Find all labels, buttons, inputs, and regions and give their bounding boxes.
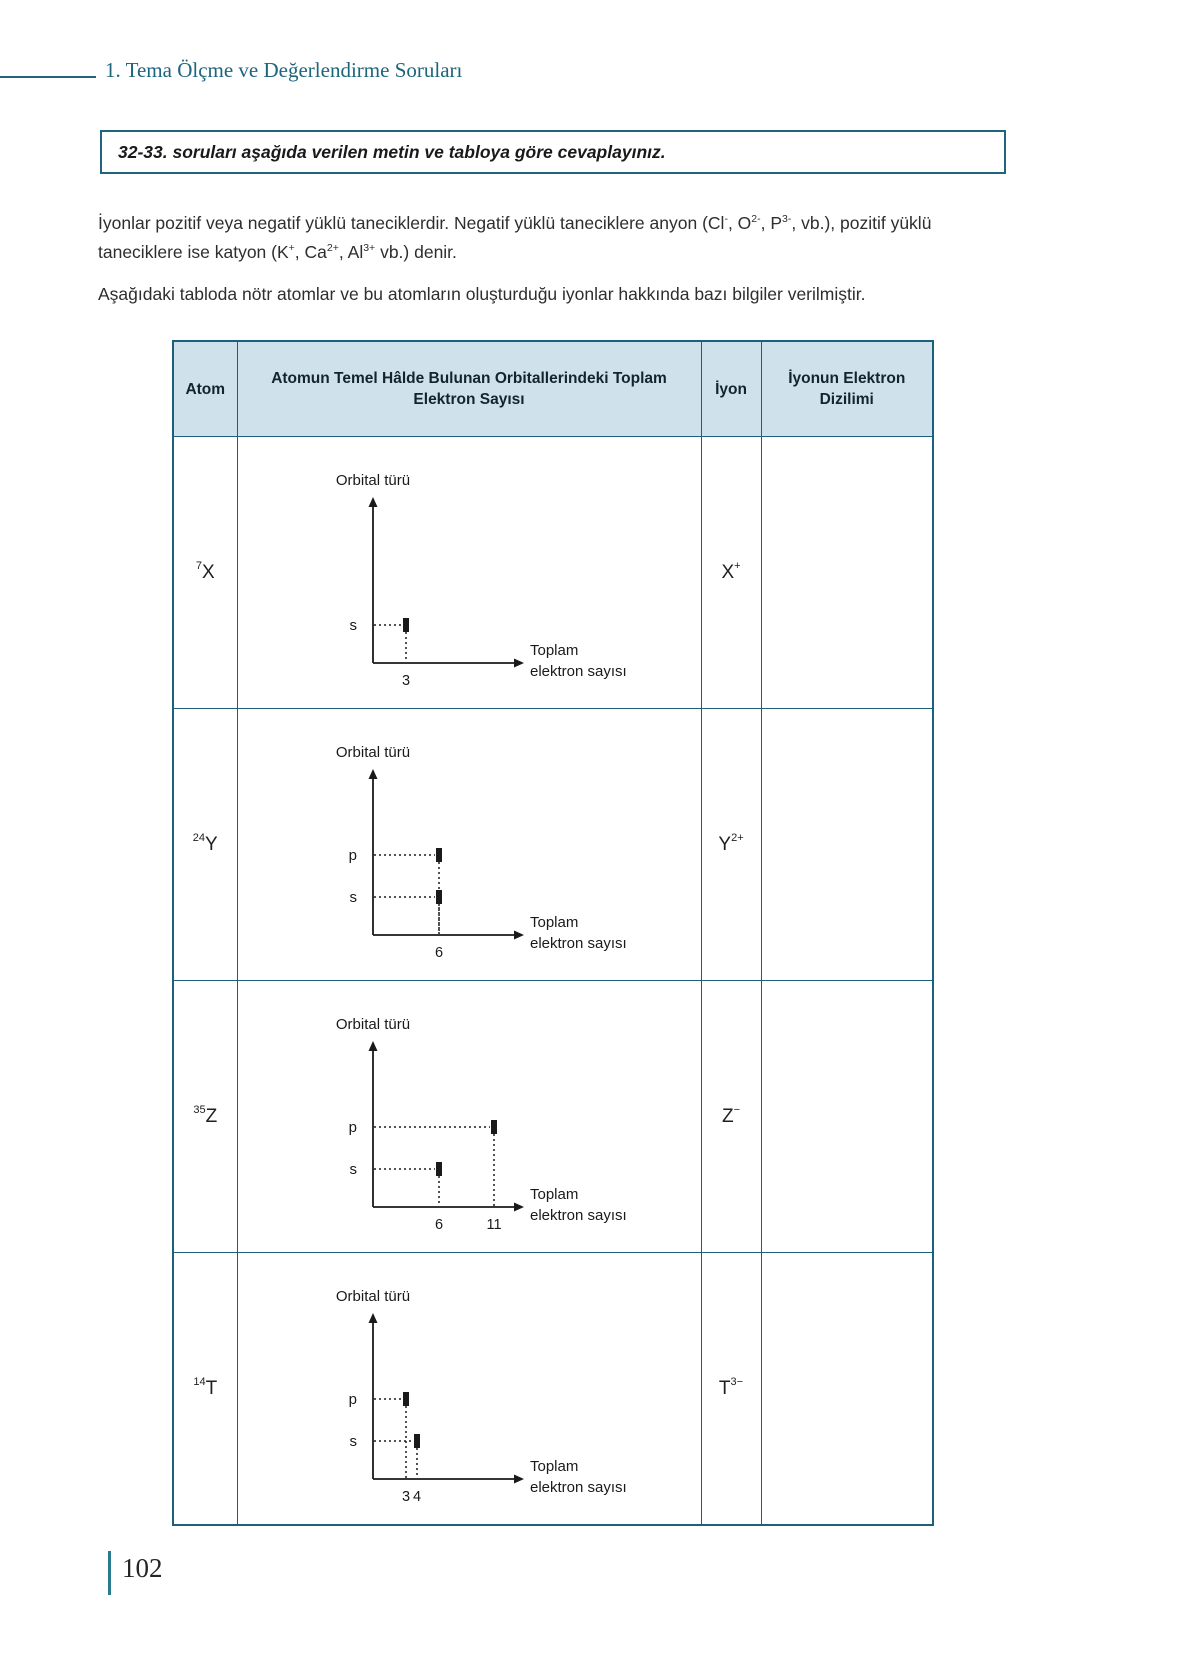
intro-paragraph-ions: İyonlar pozitif veya negatif yüklü taneciklerdir. Negatif yüklü taneciklere anyon (Cl-, $O^{2-}$, $P^{3-}$, vb.), pozitif yüklü taneciklere ise katyon (K+, $Ca^{2+}$, $Al^{3+}$ vb.) denir.: [98, 213, 932, 262]
ion-charge: +: [734, 560, 741, 573]
x-axis-arrowhead: [514, 1203, 524, 1212]
orbital-chart-row-4: [248, 1257, 701, 1524]
ion-symbol: X: [721, 561, 735, 583]
ion-label-Z: [701, 981, 761, 1253]
electron-config-cell-empty: [761, 1253, 933, 1526]
y-axis-label: Orbital türü: [335, 1016, 410, 1033]
page-title: 1. Tema Ölçme ve Değerlendirme Soruları: [105, 58, 463, 82]
orbital-chart-cell: [237, 1253, 701, 1526]
atom-symbol: T: [205, 1377, 218, 1399]
data-point-marker: [403, 618, 409, 632]
orbital-chart-cell: [237, 437, 701, 709]
x-axis-arrowhead: [514, 1475, 524, 1484]
data-point-marker: [414, 1434, 420, 1448]
column-header-electron-config: İyonun Elektron Dizilimi: [761, 341, 933, 437]
y-axis-label: Orbital türü: [335, 744, 410, 761]
ion-symbol: T: [718, 1377, 731, 1399]
x-axis-arrowhead: [514, 931, 524, 940]
superscript-charge: 2+: [326, 242, 339, 255]
y-axis-arrowhead: [368, 1313, 377, 1323]
column-header-orbital-electrons: Atomun Temel Hâlde Bulunan Orbitallerindeki Toplam Elektron Sayısı: [237, 341, 701, 437]
intro-paragraph-table-note: Aşağıdaki tabloda nötr atomlar ve bu atomların oluşturduğu iyonlar hakkında bazı bilgiler verilmiştir.: [98, 284, 866, 304]
atom-label-Y: [173, 709, 237, 981]
column-header-ion: İyon: [701, 341, 761, 437]
table-row: [173, 981, 933, 1253]
orbital-level-label: s: [349, 1161, 357, 1178]
orbital-chart-svg: [248, 985, 688, 1247]
x-axis-arrowhead: [514, 659, 524, 668]
table-row: [173, 1253, 933, 1526]
orbital-level-label: s: [349, 617, 357, 634]
page-number: 102: [122, 1553, 163, 1583]
data-point-marker: [436, 848, 442, 862]
instruction-text: 32-33. soruları aşağıda verilen metin ve tabloya göre cevaplayınız.: [118, 141, 666, 162]
x-tick-label: 11: [485, 1217, 502, 1233]
orbital-chart-svg: [248, 1257, 688, 1519]
data-point-marker: [436, 1162, 442, 1176]
orbital-level-label: p: [348, 847, 357, 864]
atom-mass-number: 7: [195, 560, 202, 573]
atom-label-T: [173, 1253, 237, 1526]
atom-symbol: X: [201, 561, 215, 583]
orbital-chart-row-2: [248, 713, 701, 980]
y-axis-arrowhead: [368, 1041, 377, 1051]
x-axis-label-line2: elektron sayısı: [529, 935, 627, 952]
x-tick-label: 6: [434, 1217, 443, 1233]
ion-label-X: [701, 437, 761, 709]
instruction-box: [100, 130, 1006, 174]
orbital-chart-cell: [237, 709, 701, 981]
atom-symbol: Y: [205, 833, 218, 855]
atoms-ions-table-wrap: [172, 340, 934, 1526]
y-axis-arrowhead: [368, 769, 377, 779]
orbital-chart-svg: [248, 713, 688, 975]
orbital-level-label: p: [348, 1119, 357, 1136]
atom-label-Z: [173, 981, 237, 1253]
superscript-charge: 2-: [751, 213, 761, 226]
electron-config-cell-empty: [761, 981, 933, 1253]
ion-charge: 3−: [730, 1376, 744, 1389]
orbital-chart-row-1: [248, 441, 701, 708]
x-axis-label-line1: Toplam: [529, 642, 578, 659]
atom-mass-number: 14: [193, 1376, 206, 1389]
superscript-charge: 3+: [363, 242, 376, 255]
superscript-charge: 3-: [782, 213, 792, 226]
ion-charge: −: [733, 1104, 741, 1117]
superscript-charge: -: [724, 213, 728, 226]
y-axis-label: Orbital türü: [335, 472, 410, 489]
atom-mass-number: 35: [193, 1104, 206, 1117]
x-axis-label-line2: elektron sayısı: [529, 1207, 627, 1224]
orbital-chart-svg: [248, 441, 688, 703]
x-axis-label-line1: Toplam: [529, 1186, 578, 1203]
y-axis-arrowhead: [368, 497, 377, 507]
data-point-marker: [436, 890, 442, 904]
x-axis-label-line2: elektron sayısı: [529, 1479, 627, 1496]
orbital-level-label: s: [349, 1433, 357, 1450]
column-header-atom: Atom: [173, 341, 237, 437]
table-row: [173, 709, 933, 981]
electron-config-cell-empty: [761, 709, 933, 981]
atom-mass-number: 24: [192, 832, 206, 845]
x-tick-label: 4: [412, 1489, 421, 1505]
ion-label-Y: [701, 709, 761, 981]
atom-label-X: [173, 437, 237, 709]
x-tick-label: 3: [401, 673, 410, 689]
x-axis-label-line1: Toplam: [529, 1458, 578, 1475]
ion-symbol: Z: [721, 1105, 734, 1127]
ion-label-T: [701, 1253, 761, 1526]
x-tick-label: 6: [434, 945, 443, 961]
ion-charge: 2+: [731, 832, 744, 845]
x-axis-label-line2: elektron sayısı: [529, 663, 627, 680]
orbital-chart-cell: [237, 981, 701, 1253]
electron-config-cell-empty: [761, 437, 933, 709]
page-number-bar: [108, 1551, 111, 1595]
x-axis-label-line1: Toplam: [529, 914, 578, 931]
orbital-level-label: p: [348, 1391, 357, 1408]
table-row: [173, 437, 933, 709]
y-axis-label: Orbital türü: [335, 1288, 410, 1305]
orbital-level-label: s: [349, 889, 357, 906]
superscript-charge: +: [288, 242, 295, 255]
header-rule-line: [0, 76, 96, 78]
data-point-marker: [491, 1120, 497, 1134]
atoms-ions-table: [172, 340, 934, 1526]
ion-symbol: Y: [718, 833, 732, 855]
atom-symbol: Z: [205, 1105, 218, 1127]
table-header-row: [173, 341, 933, 437]
orbital-chart-row-3: [248, 985, 701, 1252]
intro-section: [98, 209, 993, 309]
data-point-marker: [403, 1392, 409, 1406]
x-tick-label: 3: [401, 1489, 410, 1505]
